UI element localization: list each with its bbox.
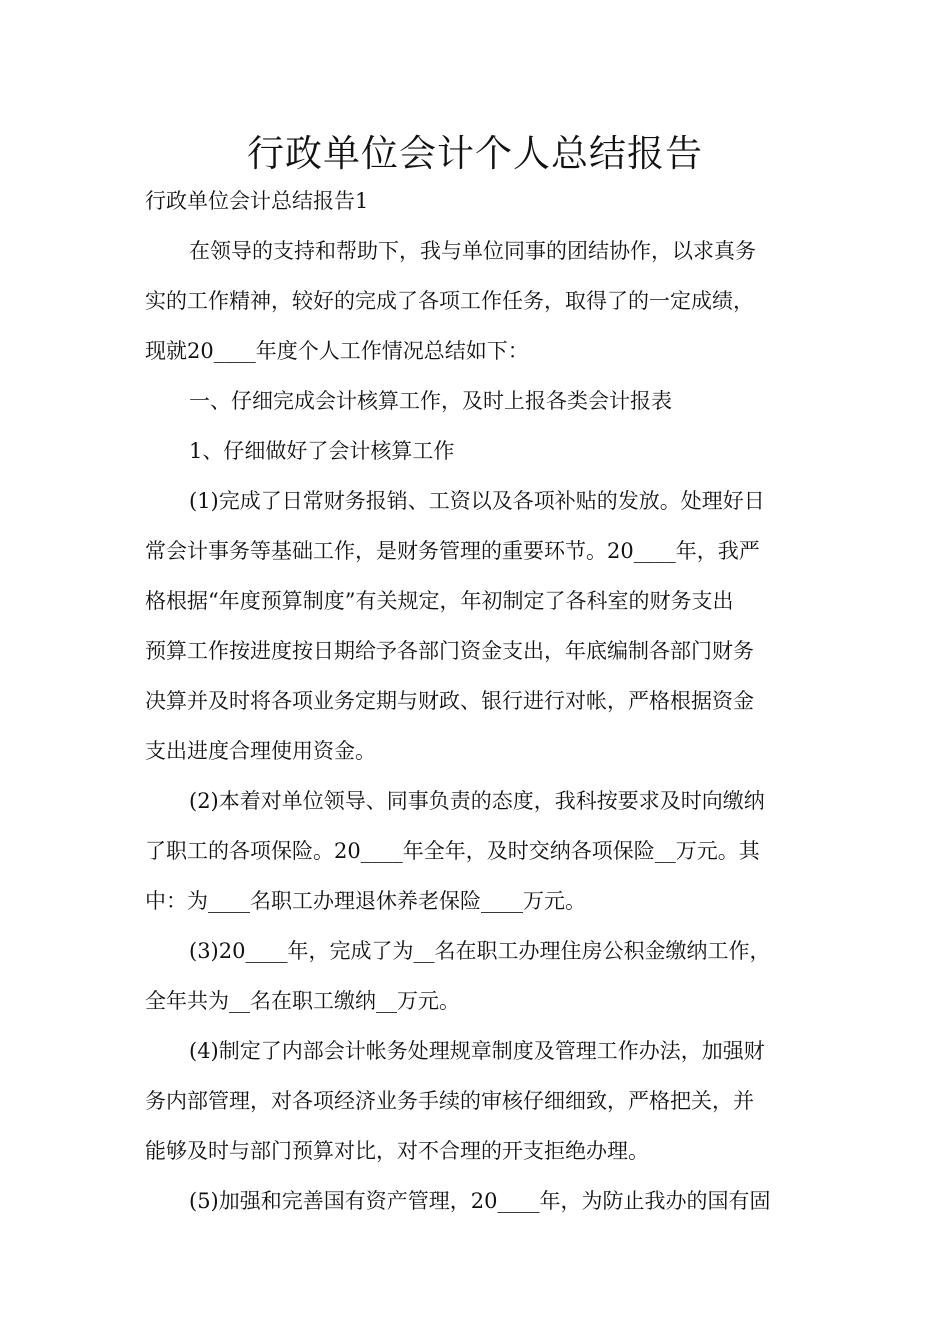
text-line: 在领导的支持和帮助下，我与单位同事的团结协作，以求真务 <box>189 239 756 263</box>
paragraph-item-5 <box>145 1176 807 1226</box>
text-line: 中：为____名职工办理退休养老保险____万元。 <box>145 889 586 913</box>
text-line: 务内部管理，对各项经济业务手续的审核仔细细致，严格把关，并 <box>145 1089 754 1113</box>
text-line: (2)本着对单位领导、同事负责的态度，我科按要求及时向缴纳 <box>189 789 765 813</box>
text-line: 一、仔细完成会计核算工作，及时上报各类会计报表 <box>189 389 672 413</box>
document-subtitle: 行政单位会计总结报告1 <box>145 189 369 213</box>
paragraph-item-2 <box>145 776 807 926</box>
text-line: 了职工的各项保险。20____年全年，及时交纳各项保险__万元。其 <box>145 839 760 863</box>
text-line: 全年共为__名在职工缴纳__万元。 <box>145 989 460 1013</box>
paragraph-item-3 <box>145 926 807 1026</box>
document-title: 行政单位会计个人总结报告 <box>247 132 703 175</box>
text-line: 决算并及时将各项业务定期与财政、银行进行对帐，严格根据资金 <box>145 689 754 713</box>
document-body <box>145 226 807 1226</box>
text-line: (1)完成了日常财务报销、工资以及各项补贴的发放。处理好日 <box>189 489 765 513</box>
text-line: 格根据“年度预算制度”有关规定，年初制定了各科室的财务支出 <box>145 589 734 613</box>
paragraph-intro <box>145 226 807 376</box>
section-heading-1 <box>145 376 807 426</box>
text-line: (4)制定了内部会计帐务处理规章制度及管理工作办法，加强财 <box>189 1039 765 1063</box>
subsection-heading-1 <box>145 426 807 476</box>
text-line: 能够及时与部门预算对比，对不合理的开支拒绝办理。 <box>145 1139 649 1163</box>
text-line: 现就20____年度个人工作情况总结如下： <box>145 339 529 363</box>
text-line: (3)20____年，完成了为__名在职工办理住房公积金缴纳工作， <box>189 939 771 963</box>
text-line: 实的工作精神，较好的完成了各项工作任务，取得了的一定成绩， <box>145 289 754 313</box>
text-line: 支出进度合理使用资金。 <box>145 739 376 763</box>
text-line: 预算工作按进度按日期给予各部门资金支出，年底编制各部门财务 <box>145 639 754 663</box>
text-line: (5)加强和完善国有资产管理，20____年，为防止我办的国有固 <box>189 1189 771 1213</box>
text-line: 1、仔细做好了会计核算工作 <box>189 439 455 463</box>
paragraph-item-1 <box>145 476 807 776</box>
paragraph-item-4 <box>145 1026 807 1176</box>
text-line: 常会计事务等基础工作，是财务管理的重要环节。20____年，我严 <box>145 539 760 563</box>
